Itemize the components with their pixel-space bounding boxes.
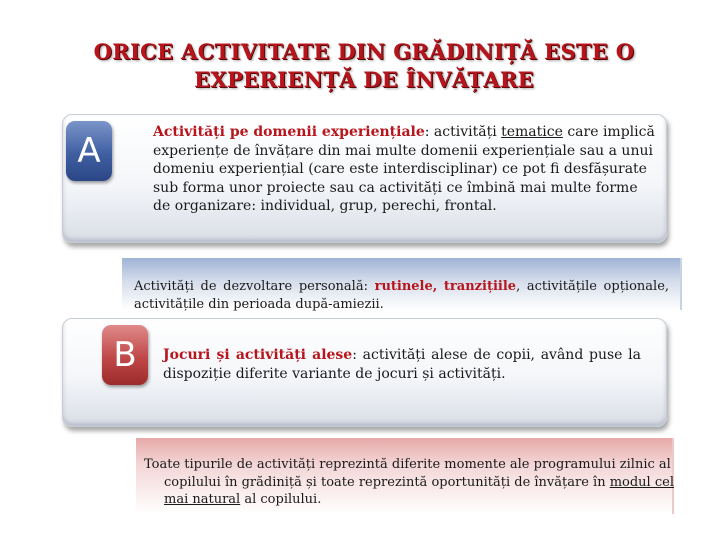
section-a-badge: A [66, 121, 112, 181]
section-a-underlined: tematice [501, 124, 563, 140]
section-b-text [163, 346, 641, 383]
title-line-2: EXPERIENȚĂ DE ÎNVĂȚARE [194, 67, 534, 92]
strip-2-underlined: modul cel mai natural [164, 474, 674, 507]
summary-text [144, 456, 688, 509]
section-a-text [153, 123, 658, 216]
section-b-text-body: : activități alese de copii, având puse la dispoziție diferite variante de jocuri și activități. [163, 347, 641, 382]
section-a-text-part1: : activități [424, 124, 502, 140]
strip-1-bold-2: tranzițiile [443, 279, 517, 294]
personal-development-strip [122, 258, 682, 310]
section-a-lead: Activități pe domenii experiențiale [153, 124, 425, 140]
page-title [60, 38, 668, 94]
strip-2-text-part1: Toate tipurile de activități reprezintă diferite momente ale programului zilnic al copilului în grădiniță și toate reprezintă oportunități de învățare în [144, 457, 671, 490]
strip-2-text-part2: al copilului. [240, 492, 322, 507]
strip-1-text-part2: , activitățile opționale, activitățile din perioada după-amiezii. [134, 279, 670, 312]
summary-strip [136, 438, 674, 514]
strip-1-space [437, 279, 444, 294]
title-line-1: ORICE ACTIVITATE DIN GRĂDINIȚĂ ESTE O [93, 39, 635, 64]
section-b-badge: B [102, 325, 148, 385]
section-b-lead: Jocuri și activități alese [163, 347, 353, 363]
strip-1-text-part1: Activități de dezvoltare personală: [134, 279, 375, 294]
personal-development-text [134, 278, 669, 313]
strip-1-bold-1: rutinele, [374, 279, 438, 294]
section-a-text-part2: care implică experiențe de învățare din mai multe domenii experiențiale sau a unui domeniu experiențial (care este interdisciplinar) ce pot fi desfășurate sub forma unor proiecte sau ca activități ce îmbină mai multe forme de organizare: individual, grup, perechi, frontal. [153, 124, 655, 214]
